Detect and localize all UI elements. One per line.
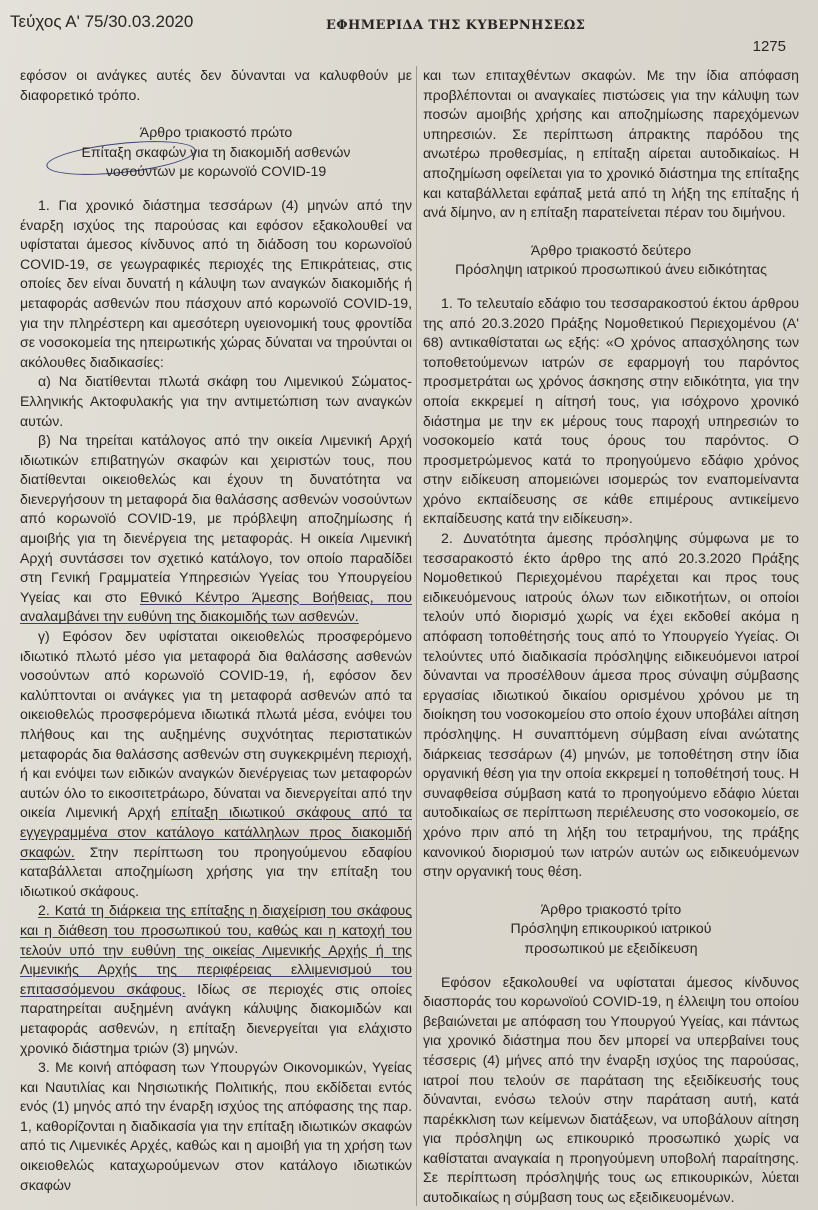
underlined-text: Εθνικό Κέντρο Άμεσης Βοήθειας, που αναλαμβάνει την ευθύνη της διακομιδής των ασθενών. [20,588,412,625]
article-33-header [423,900,799,959]
article-31-heading: Άρθρο τριακοστό πρώτο [139,124,293,141]
column-divider [416,66,417,1206]
article-33-title: Πρόσληψη επικουρικού ιατρικού προσωπικού με εξειδίκευση [510,920,712,956]
newspaper-title: ΕΦΗΜΕΡΙΔΑ ΤΗΣ ΚΥΒΕΡΝΗΣΕΩΣ [326,18,586,33]
paragraph-31-1b: β) Να τηρείται κατάλογος από την οικεία Λιμενική Αρχή ιδιωτικών επιβατηγών σκαφών και χειριστών τους, που διατίθενται οικειοθελώς και έχουν τη δυνατότητα να διενεργήσουν τη μεταφορά δια θαλάσσης ασθενών νοσούντων από κορωνοϊό COVID-19, με πρόβλεψη αποζημίωσης ή αμοιβής για τη διενέργεια της μεταφοράς. Η οικεία Λιμενική Αρχή συντάσσει τον σχετικό κατάλογο, τον οποίο παραδίδει στη Γενική Γραμματεία Υπηρεσιών Υγείας του Υπουργείου Υγείας και στο Εθνικό Κέντρο Άμεσης Βοήθειας, που αναλαμβάνει την ευθύνη της διακομιδής των ασθενών. [20,432,412,625]
article-32-title: Πρόσληψη ιατρικού προσωπικού άνευ ειδικότητας [455,261,767,278]
paragraph-31-1a: α) Να διατίθενται πλωτά σκάφη του Λιμενικού Σώματος-Ελληνικής Ακτοφυλακής για την αντιμετώπιση των αναγκών αυτών. [20,373,412,429]
page-number: 1275 [752,38,786,55]
paragraph-intro: εφόσον οι ανάγκες αυτές δεν δύνανται να καλυφθούν με διαφορετικό τρόπο. [20,67,412,103]
paragraph-31-1c: γ) Εφόσον δεν υφίσταται οικειοθελώς προσφερόμενο ιδιωτικό πλωτό μέσο για μεταφορά δια θαλάσσης ασθενών νοσούντων από κορωνοϊό COVID-19, ή, εφόσον δεν καλύπτονται οι ανάγκες για τη μεταφορά ασθενών από τα οικειοθελώς προσφερόμενα ιδιωτικά πλωτά μέσα, ενόψει του πλήθους και της αυξημένης συχνότητας περιστατικών μεταφοράς δια θαλάσσης ασθενών στη συγκεκριμένη περιοχή, ή και ενόψει των ειδικών αναγκών διενέργειας των μεταφορών αυτών όλο το εικοσιτετράωρο, δύναται να διενεργείται από την οικεία Λιμενική Αρχή επίταξη ιδιωτικού σκάφους από τα εγγεγραμμένα στον κατάλογο κατάλληλων προς διακομιδή σκαφών. Στην περίπτωση του προηγούμενου εδαφίου καταβάλλεται αποζημίωση χρήσης για την επίταξη του ιδιωτικού σκάφους. [20,628,413,899]
left-column [20,66,412,1195]
paragraph-31-2: 2. Κατά τη διάρκεια της επίταξης η διαχείριση του σκάφους και η διάθεση του προσωπικού του, καθώς και η κατοχή του τελούν υπό την ευθύνη της οικείας Λιμενικής Αρχής ή της Λιμενικής Αρχής της περιφέρειας ελλιμενισμού του επιτασσόμενου σκάφους. Ιδίως σε περιοχές στις οποίες παρατηρείται αυξημένη ανάγκη κάλυψης διακομιδών και μεταφοράς ασθενών, η επίταξη διενεργείται για ελάχιστο χρονικό διάστημα τριών (3) μηνών. [20,902,412,1056]
paragraph-32-1: 1. Το τελευταίο εδάφιο του τεσσαρακοστού έκτου άρθρου της από 20.3.2020 Πράξης Νομοθετικού Περιεχομένου (Α' 68) αντικαθίσταται ως εξής: «Ο χρόνος απασχόλησης των τοποθετούμενων ιατρών σε εφαρμογή του παρόντος προσμετράται ως χρόνος άσκησης στην ειδικότητα, για την οποία εκκρεμεί η αίτησή τους, για ισόχρονο χρονικό διάστημα με την εκ μέρους τους παροχή υπηρεσιών το νοσοκομείο κατά τους όρους του παρόντος. Ο προσμετρώμενος κατά το προηγούμενο εδάφιο χρόνος στην ειδίκευση απομειώνει ισομερώς τον εναπομείναντα χρόνο εκπαίδευσης σε κάθε επιμέρους αντικείμενο εκπαίδευσης κατά την ειδίκευση». [423,294,799,527]
article-32-heading: Άρθρο τριακοστό δεύτερο [530,241,692,258]
article-31-title: Επίταξη σκαφών για τη διακομιδή ασθενών νοσούντων με κορωνοϊό COVID-19 [81,143,351,180]
issue-label: Τεύχος Α' 75/30.03.2020 [10,12,194,31]
paragraph-continued: και των επιταχθέντων σκαφών. Με την ίδια απόφαση προβλέπονται οι αναγκαίες πιστώσεις για την κάλυψη των ποσών αμοιβής χρήσης και αποζημίωσης παρεχόμενων υπηρεσιών. Σε περίπτωση άπρακτης παρόδου της ανωτέρω προθεσμίας, η επίταξη αίρεται αυτοδικαίως. Η αποζημίωση οφείλεται για το χρονικό διάστημα της επίταξης και καταβάλλεται εφάπαξ μετά από τη λήξη της επίταξης ή ανά δίμηνο, αν η επίταξη παρατείνεται πέραν του διμήνου. [423,67,799,221]
paragraph-31-3: 3. Με κοινή απόφαση των Υπουργών Οικονομικών, Υγείας και Ναυτιλίας και Νησιωτικής Πολιτικής, που εκδίδεται εντός ενός (1) μηνός από την έναρξη ισχύος της απόφασης της παρ. 1, καθορίζονται η διαδικασία για την επίταξη ιδιωτικών σκαφών από τις Λιμενικές Αρχές, καθώς και η αμοιβή για τη χρήση των οικειοθελώς καταχωρούμενων στον κατάλογο ιδιωτικών σκαφών [20,1059,412,1193]
article-33-heading: Άρθρο τριακοστό τρίτο [540,900,682,917]
page-header [0,8,818,56]
article-32-header [423,241,799,280]
right-column [423,66,799,1208]
paragraph-32-2: 2. Δυνατότητα άμεσης πρόσληψης σύμφωνα με το τεσσαρακοστό έκτο άρθρο της από 20.3.2020 Πράξης Νομοθετικού Περιεχομένου παρέχεται και προς τους ειδικευόμενους ιατρούς όλων των ειδικοτήτων, οι οποίοι τελούν υπό διορισμό χωρίς να έχει εκδοθεί ακόμα η απόφαση τοποθέτησής τους από το Υπουργείο Υγείας. Οι τελούντες υπό διαδικασία πρόσληψης ειδικευόμενοι ιατροί δύνανται να προσέλθουν άμεσα προς σύναψη σύμβασης εργασίας ιδιωτικού δικαίου ορισμένου χρόνου με τη διοίκηση του νοσοκομείου στο οποίο έχουν υποβάλει αίτηση πρόσληψης. Η συναπτόμενη σύμβαση είναι ανώτατης διάρκειας τεσσάρων (4) μηνών, με τοποθέτηση στην ίδια οργανική θέση για την οποία εκκρεμεί η τοποθέτησή τους. Η συναφθείσα σύμβαση κατά το προηγούμενο εδάφιο λύεται αυτοδικαίως σε περίπτωση περιέλευσης στο νοσοκομείο, σε χρόνο πριν από τη λήξη του τετραμήνου, της πράξης κανονικού διορισμού των ιατρών αυτών ως ειδικευόμενων στην οργανική τους θέση. [423,530,799,880]
underlined-text: 2. Κατά τη διάρκεια της επίταξης η διαχείριση του σκάφους και η διάθεση του προσωπικού του, καθώς και η κατοχή του τελούν υπό την ευθύνη της οικείας Λιμενικής Αρχής ή της Λιμενικής Αρχής της περιφέρειας ελλιμενισμού του επιτασσόμενου σκάφους. [20,902,412,997]
paragraph-33-1: Εφόσον εξακολουθεί να υφίσταται άμεσος κίνδυνος διασποράς του κορωνοϊού COVID-19, η έλλειψη του οποίου βεβαιώνεται με απόφαση του Υπουργού Υγείας, και πάντως για χρονικό διάστημα που δεν μπορεί να υπερβαίνει τους τέσσερις (4) μήνες από την έναρξη ισχύος της παρούσας, ιατροί που τελούν σε παράταση της εξειδίκευσής τους δύνανται, ενόσω τελούν στην παράταση αυτή, κατά παρέκκλιση των κείμενων διατάξεων, να υποβάλουν αίτηση για πρόσληψη ως επικουρικό προσωπικό χωρίς να καθίσταται αναγκαία η προηγούμενη υποβολή παραίτησης. Σε περίπτωση πρόσληψής τους ως επικουρικών, λύεται αυτοδικαίως η σύμβαση τους ως εξειδικευομένων. [423,973,799,1206]
underlined-text: επίταξη ιδιωτικού σκάφους από τα εγγεγραμμένα στον κατάλογο κατάλληλων προς διακομιδή σκαφών. [20,804,413,860]
paragraph-31-1: 1. Για χρονικό διάστημα τεσσάρων (4) μηνών από την έναρξη ισχύος της παρούσας και εφόσον εξακολουθεί να υφίσταται άμεσος κίνδυνος από τη διάδοση του κορωνοϊού COVID-19, σε γεωγραφικές περιοχές της Επικράτειας, στις οποίες δεν είναι δυνατή η κάλυψη των αναγκών διακομιδής ή μεταφοράς ασθενών που πάσχουν από κορωνοϊό COVID-19, για την πληρέστερη και αμεσότερη υγειονομική τους φροντίδα σε νοσοκομεία της ηπειρωτικής χώρας δύναται να τηρούνται οι ακόλουθες διαδικασίες: [20,196,412,370]
article-31-header [20,123,412,182]
